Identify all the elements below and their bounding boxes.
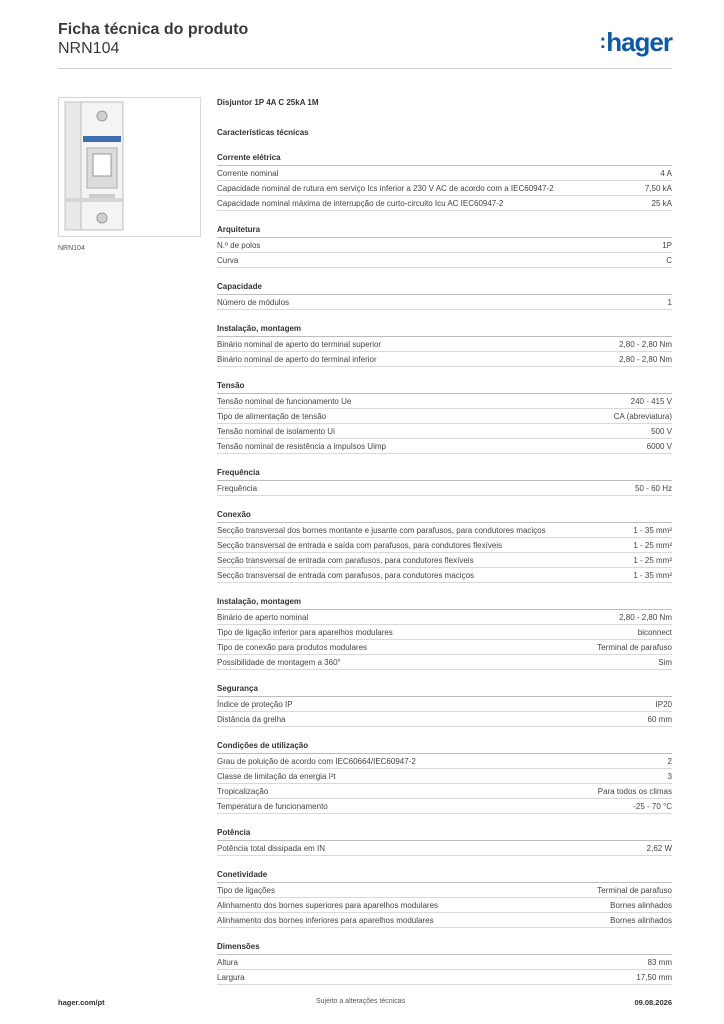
spec-label: Tipo de alimentação de tensão — [217, 411, 327, 421]
spec-label: Binário nominal de aperto do terminal superior — [217, 339, 382, 349]
logo-dots-icon: : — [599, 31, 606, 53]
spec-section — [217, 942, 672, 985]
spec-value: 500 V — [651, 426, 672, 436]
spec-section — [217, 828, 672, 856]
spec-label: Binário nominal de aperto do terminal inferior — [217, 354, 377, 364]
image-caption: NRN104 — [58, 245, 85, 252]
spec-label: Secção transversal de entrada e saída com parafusos, para condutores flexíveis — [217, 540, 503, 550]
spec-row — [217, 538, 672, 553]
spec-value: 1 - 35 mm² — [633, 525, 672, 535]
spec-row — [217, 253, 672, 268]
spec-row — [217, 352, 672, 367]
spec-label: Classe de limitação da energia I²t — [217, 771, 336, 781]
spec-label: N.º de polos — [217, 240, 261, 250]
section-title: Segurança — [217, 684, 672, 697]
spec-value: 2,80 - 2,80 Nm — [619, 612, 672, 622]
spec-row — [217, 970, 672, 985]
spec-value: 3 — [667, 771, 672, 781]
spec-section — [217, 468, 672, 496]
header-divider — [58, 68, 672, 69]
spec-value: 50 - 60 Hz — [635, 483, 672, 493]
section-title: Dimensões — [217, 942, 672, 955]
section-title: Condições de utilização — [217, 741, 672, 754]
product-description: Disjuntor 1P 4A C 25kA 1M — [217, 98, 319, 107]
spec-row — [217, 784, 672, 799]
section-title: Arquitetura — [217, 225, 672, 238]
spec-row — [217, 955, 672, 970]
spec-row — [217, 481, 672, 496]
spec-label: Largura — [217, 972, 245, 982]
spec-value: Para todos os climas — [597, 786, 672, 796]
spec-section — [217, 225, 672, 268]
spec-value: 1 — [667, 297, 672, 307]
spec-label: Distância da grelha — [217, 714, 286, 724]
spec-row — [217, 754, 672, 769]
spec-section — [217, 282, 672, 310]
spec-row — [217, 898, 672, 913]
spec-value: Bornes alinhados — [610, 900, 672, 910]
spec-label: Secção transversal dos bornes montante e jusante com parafusos, para condutores maciços — [217, 525, 546, 535]
spec-label: Capacidade nominal de rutura em serviço Ics inferior a 230 V AC de acordo com a IEC60947-2 — [217, 183, 554, 193]
section-title: Conexão — [217, 510, 672, 523]
spec-label: Tensão nominal de resistência a impulsos Uimp — [217, 441, 386, 451]
spec-sections — [217, 153, 672, 985]
spec-row — [217, 655, 672, 670]
logo-text: hager — [606, 27, 672, 57]
spec-section — [217, 510, 672, 583]
spec-section — [217, 597, 672, 670]
section-title: Corrente elétrica — [217, 153, 672, 166]
spec-row — [217, 166, 672, 181]
spec-label: Tensão nominal de isolamento Ui — [217, 426, 335, 436]
spec-value: 60 mm — [647, 714, 672, 724]
spec-section — [217, 870, 672, 928]
spec-value: 25 kA — [651, 198, 672, 208]
spec-label: Índice de proteção IP — [217, 699, 293, 709]
spec-value: 2 — [667, 756, 672, 766]
section-title: Potência — [217, 828, 672, 841]
spec-row — [217, 712, 672, 727]
spec-label: Tropicalização — [217, 786, 269, 796]
spec-label: Secção transversal de entrada com parafusos, para condutores maciços — [217, 570, 475, 580]
spec-content — [217, 98, 672, 985]
spec-value: 1 - 35 mm² — [633, 570, 672, 580]
spec-section — [217, 324, 672, 367]
spec-row — [217, 238, 672, 253]
spec-label: Alinhamento dos bornes superiores para aparelhos modulares — [217, 900, 439, 910]
footer-notice: Sujeito a alterações técnicas — [316, 998, 406, 1005]
spec-row — [217, 697, 672, 712]
product-code: NRN104 — [58, 40, 120, 57]
spec-label: Tensão nominal de funcionamento Ue — [217, 396, 352, 406]
spec-value: 2,62 W — [646, 843, 672, 853]
spec-value: Terminal de parafuso — [597, 642, 672, 652]
product-image — [58, 97, 201, 237]
spec-row — [217, 883, 672, 898]
spec-row — [217, 841, 672, 856]
section-title: Frequência — [217, 468, 672, 481]
spec-label: Tipo de conexão para produtos modulares — [217, 642, 368, 652]
spec-row — [217, 553, 672, 568]
spec-section — [217, 153, 672, 211]
section-title: Tensão — [217, 381, 672, 394]
spec-row — [217, 337, 672, 352]
spec-row — [217, 799, 672, 814]
document-title: Ficha técnica do produto — [58, 21, 249, 38]
spec-row — [217, 769, 672, 784]
spec-label: Tipo de ligação inferior para aparelhos modulares — [217, 627, 393, 637]
section-title: Instalação, montagem — [217, 324, 672, 337]
spec-label: Número de módulos — [217, 297, 290, 307]
spec-value: -25 - 70 °C — [633, 801, 672, 811]
spec-label: Tipo de ligações — [217, 885, 275, 895]
spec-row — [217, 439, 672, 454]
spec-value: Bornes alinhados — [610, 915, 672, 925]
spec-value: 17,50 mm — [636, 972, 672, 982]
spec-value: 4 A — [660, 168, 672, 178]
spec-label: Capacidade nominal máxima de interrupção de curto-circuito Icu AC IEC60947-2 — [217, 198, 504, 208]
spec-label: Altura — [217, 957, 238, 967]
spec-row — [217, 610, 672, 625]
footer-date: 09.08.2026 — [634, 998, 672, 1007]
technical-characteristics-heading: Características técnicas — [217, 128, 309, 137]
footer-website: hager.com/pt — [58, 998, 105, 1007]
spec-value: 7,50 kA — [644, 183, 672, 193]
spec-row — [217, 394, 672, 409]
spec-row — [217, 424, 672, 439]
spec-row — [217, 625, 672, 640]
spec-value: 1 - 25 mm² — [633, 540, 672, 550]
spec-row — [217, 409, 672, 424]
spec-value: 83 mm — [647, 957, 672, 967]
spec-section — [217, 741, 672, 814]
spec-value: Terminal de parafuso — [597, 885, 672, 895]
spec-section — [217, 684, 672, 727]
spec-value: 240 - 415 V — [630, 396, 672, 406]
spec-value: Sim — [658, 657, 672, 667]
spec-row — [217, 568, 672, 583]
spec-value: 1 - 25 mm² — [633, 555, 672, 565]
spec-label: Binário de aperto nominal — [217, 612, 309, 622]
spec-value: IP20 — [655, 699, 672, 709]
spec-value: 6000 V — [646, 441, 672, 451]
section-title: Conetividade — [217, 870, 672, 883]
spec-section — [217, 381, 672, 454]
spec-row — [217, 181, 672, 196]
spec-label: Grau de poluição de acordo com IEC60664/IEC60947-2 — [217, 756, 416, 766]
spec-label: Corrente nominal — [217, 168, 279, 178]
spec-value: C — [666, 255, 672, 265]
spec-label: Possibilidade de montagem a 360° — [217, 657, 341, 667]
spec-row — [217, 913, 672, 928]
circuit-breaker-illustration — [59, 98, 200, 236]
spec-label: Secção transversal de entrada com parafusos, para condutores flexíveis — [217, 555, 474, 565]
spec-value: biconnect — [637, 627, 672, 637]
spec-label: Frequência — [217, 483, 258, 493]
spec-row — [217, 295, 672, 310]
spec-value: 2,80 - 2,80 Nm — [619, 354, 672, 364]
spec-label: Potência total dissipada em IN — [217, 843, 326, 853]
spec-row — [217, 196, 672, 211]
spec-value: CA (abreviatura) — [613, 411, 672, 421]
spec-row — [217, 640, 672, 655]
section-title: Capacidade — [217, 282, 672, 295]
section-title: Instalação, montagem — [217, 597, 672, 610]
spec-label: Curva — [217, 255, 239, 265]
spec-value: 2,80 - 2,80 Nm — [619, 339, 672, 349]
spec-label: Temperatura de funcionamento — [217, 801, 328, 811]
spec-value: 1P — [662, 240, 672, 250]
spec-label: Alinhamento dos bornes inferiores para aparelhos modulares — [217, 915, 434, 925]
hager-logo — [600, 27, 672, 57]
spec-row — [217, 523, 672, 538]
